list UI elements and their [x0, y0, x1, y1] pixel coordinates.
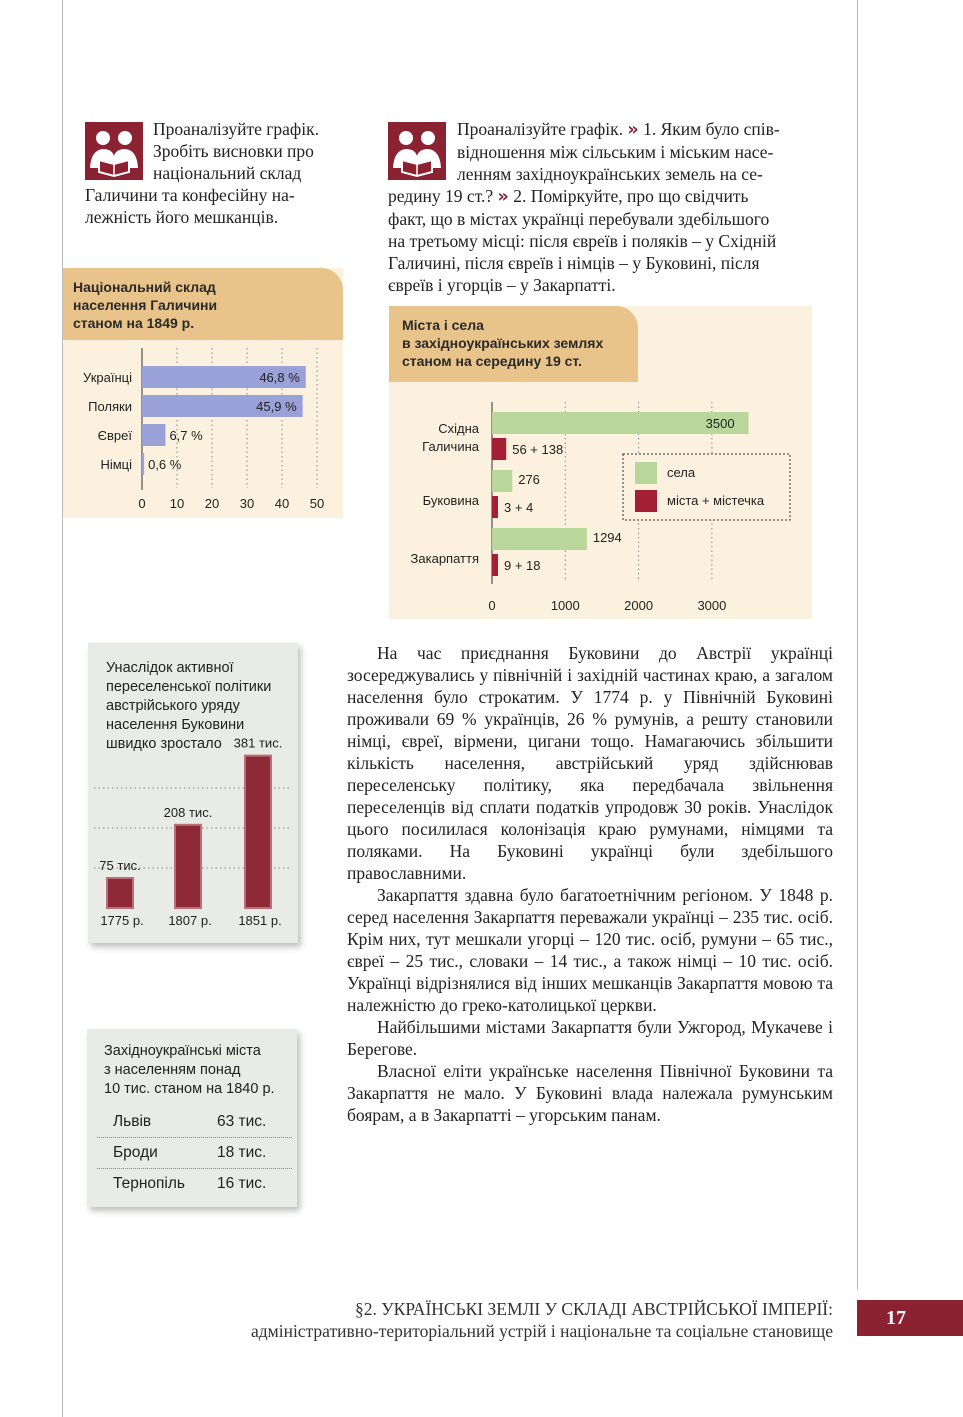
chart-title-line: Національний склад: [73, 279, 216, 295]
city-name: Тернопіль: [113, 1175, 185, 1192]
x-tick-label: 1000: [550, 598, 580, 613]
data-label: 45,9 %: [256, 399, 297, 414]
task-1-line: лежність його мешканців.: [85, 207, 279, 227]
footer-line-1: §2. УКРАЇНСЬКІ ЗЕМЛІ У СКЛАДІ АВСТРІЙСЬКОЇ ІМПЕРІЇ:: [355, 1299, 833, 1319]
bar: [142, 424, 165, 446]
bar-villages: [492, 470, 512, 492]
category-label: Євреї: [97, 428, 132, 443]
task-2-line: редину 19 ст.?: [388, 186, 494, 206]
legend-label: міста + містечка: [667, 493, 765, 508]
body-paragraph: Власної еліти українське населення Північної Буковини та Закарпаття не мало. У Буковині влада належала румунським боярам, а в Закарпатті – угорським панам.: [347, 1061, 833, 1125]
city-name: Львів: [113, 1113, 152, 1130]
table-title-line: 10 тис. станом на 1840 р.: [104, 1081, 275, 1097]
data-label: 9 + 18: [504, 558, 541, 573]
chart-title-line: швидко зростало: [106, 736, 222, 752]
city-population: 18 тис.: [217, 1144, 267, 1161]
bar: [245, 756, 271, 908]
category-label: Східна: [438, 421, 479, 436]
category-label: Буковина: [422, 493, 479, 508]
legend-swatch: [635, 490, 657, 512]
task-2-line: Галичині, після євреїв і німців – у Буковині, після: [388, 253, 760, 273]
task-2-line: 2. Поміркуйте, про що свідчить: [513, 186, 749, 206]
galicia-chart-title: [63, 268, 343, 340]
data-label: 46,8 %: [259, 370, 300, 385]
chart-title-line: в західноукраїнських землях: [402, 335, 604, 351]
category-label: Поляки: [88, 399, 132, 414]
body-text: [347, 642, 833, 1126]
body-paragraph: Закарпаття здавна було багатоетнічним регіоном. У 1848 р. серед населення Закарпаття переважали українці – 235 тис. осіб. Крім них, тут мешкали угорці – 120 тис. осіб, румуни – 65 тис., євреї – 25 тис., словаки – 14 тис., а також німці – 10 тис. осіб. Українці відрізнялися від інших мешканців Закарпаття мовою та належністю до греко-католицької церкви.: [347, 885, 833, 1015]
task-2-text: [388, 118, 834, 296]
chart-title-line: Міста і села: [402, 317, 484, 333]
data-label: 3500: [705, 416, 735, 431]
data-label: 3 + 4: [504, 500, 534, 515]
arrow-marker-icon: »: [497, 187, 509, 207]
left-margin-rule: [62, 0, 63, 1417]
x-tick-label: 20: [204, 496, 220, 511]
running-footer: [251, 1298, 833, 1342]
bar: [175, 825, 201, 908]
task-2-line: ленням західноукраїнських земель на се-: [457, 164, 763, 184]
chart-title-line: австрійського уряду: [106, 698, 240, 714]
bar: [142, 453, 144, 475]
table-row: [97, 1107, 292, 1138]
data-label: 1294: [592, 530, 622, 545]
task-2-line: факт, що в містах українці перебували здебільшого: [388, 209, 770, 229]
x-tick-label: 0: [138, 496, 146, 511]
cities-table-title: [104, 1042, 275, 1099]
data-label: 276: [518, 472, 540, 487]
x-tick-label: 1851 р.: [238, 913, 282, 928]
x-tick-label: 50: [309, 496, 325, 511]
category-label: Закарпаття: [410, 551, 479, 566]
arrow-marker-icon: »: [627, 120, 639, 140]
x-tick-label: 10: [169, 496, 185, 511]
category-label: Галичина: [422, 439, 479, 454]
task-2-line: на третьому місці: після євреїв і поляків – у Східній: [388, 231, 777, 251]
table-title-line: з населенням понад: [104, 1062, 241, 1078]
x-tick-label: 40: [274, 496, 290, 511]
chart-title-line: станом на 1849 р.: [73, 315, 195, 331]
category-label: Українці: [83, 370, 132, 385]
body-paragraph: Найбільшими містами Закарпаття були Ужгород, Мукачеве і Берегове.: [347, 1017, 833, 1059]
right-margin-rule: [857, 0, 858, 1290]
task-1-line: Проаналізуйте графік.: [153, 119, 320, 139]
city-name: Броди: [113, 1144, 158, 1161]
body-paragraph: На час приєднання Буковини до Австрії українці зосереджувались у північній і західній частинах краю, а загалом населення було строкатим. У 1774 р. у Північній Буковині проживали 69 % українців, 26 % румунів, а решту становили німці, євреї, вірмени, цигани тощо. Намагаючись збільшити кількість населення, австрійський уряд здійснював переселенську політику, яка передбачала звільнення переселенців від сплати податків упродовж 30 років. Унаслідок цього посилилася колонізація краю румунами, німцями та поляками. На Буковині українці були здебільшого православними.: [347, 643, 833, 883]
task-1-text: [85, 118, 347, 228]
towns-chart-title: [389, 306, 638, 382]
legend-label: села: [667, 465, 696, 480]
chart-title-line: Унаслідок активної: [106, 660, 234, 676]
galicia-bar-chart: [63, 340, 343, 518]
category-label: Німці: [100, 457, 132, 472]
bar: [107, 878, 133, 908]
x-tick-label: 30: [239, 496, 255, 511]
footer-line-2: адміністративно-територіальний устрій і національне та соціальне становище: [250, 1321, 833, 1341]
data-label: 0,6 %: [148, 457, 182, 472]
task-2-line: Проаналізуйте графік.: [457, 119, 624, 139]
x-tick-label: 1807 р.: [168, 913, 212, 928]
bar-villages: [492, 528, 587, 550]
data-label: 6,7 %: [169, 428, 203, 443]
x-tick-label: 3000: [697, 598, 727, 613]
city-population: 63 тис.: [217, 1113, 267, 1130]
legend-swatch: [635, 462, 657, 484]
table-row: [97, 1138, 292, 1169]
cities-table: [97, 1107, 292, 1199]
x-tick-label: 2000: [624, 598, 654, 613]
towns-bar-chart: [389, 382, 812, 619]
task-2-line: 1. Яким було спів-: [643, 119, 780, 139]
task-2-line: відношення між сільським і міським насе-: [457, 142, 774, 162]
data-label: 208 тис.: [163, 804, 213, 820]
table-row: [97, 1169, 292, 1199]
x-tick-label: 0: [488, 598, 496, 613]
task-1-line: національний склад: [153, 163, 302, 183]
data-label: 75 тис.: [99, 858, 141, 873]
bar-towns: [492, 438, 506, 460]
bar-towns: [492, 496, 498, 518]
city-population: 16 тис.: [217, 1175, 267, 1192]
task-1-line: Галичини та конфесійну на-: [85, 185, 295, 205]
task-1-line: Зробіть висновки про: [153, 141, 314, 161]
chart-title-line: населення Галичини: [73, 297, 218, 313]
cities-table-box: [87, 1029, 297, 1207]
table-title-line: Західноукраїнські міста: [104, 1043, 261, 1059]
bukovina-growth-box: [88, 643, 298, 943]
bar-towns: [492, 554, 498, 576]
task-2-line: євреїв і угорців – у Закарпатті.: [388, 275, 616, 295]
data-label: 381 тис.: [233, 735, 283, 751]
x-tick-label: 1775 р.: [100, 913, 144, 928]
page-number: 17: [857, 1300, 963, 1336]
data-label: 56 + 138: [512, 442, 564, 457]
chart-title-line: населення Буковини: [106, 717, 245, 733]
chart-title-line: переселенської політики: [106, 679, 272, 695]
chart-title-line: станом на середину 19 ст.: [402, 353, 582, 369]
